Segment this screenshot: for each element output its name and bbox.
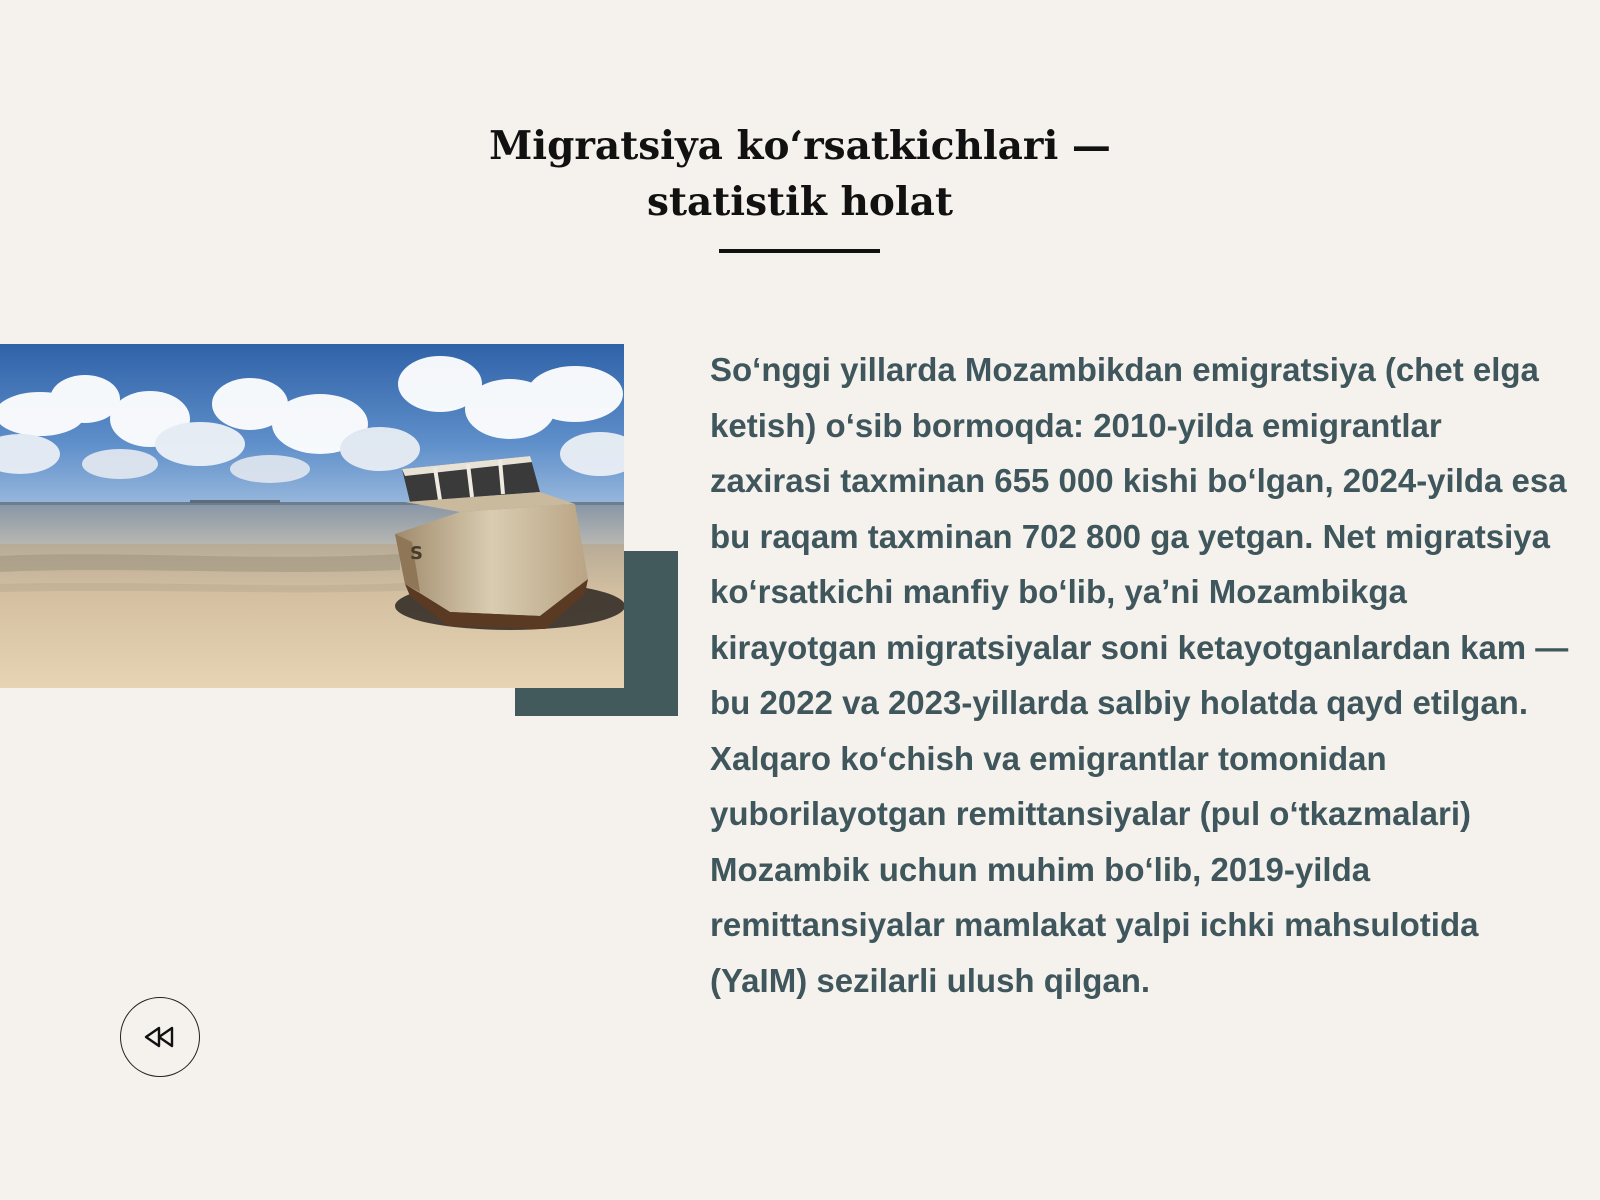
rewind-button[interactable]: [120, 997, 200, 1077]
slide-body-text: Soʻnggi yillarda Mozambikdan emigratsiya (chet elga ketish) oʻsib bormoqda: 2010-yilda emigrantlar zaxirasi taxminan 655 000 kishi boʻlgan, 2024-yilda esa bu raqam taxminan 702 800 ga yetgan. Net migratsiya koʻrsatkichi manfiy boʻlib, yaʼni Mozambikga kirayotgan migratsiyalar soni ketayotganlardan kam — bu 2022 va 2023-yillarda salbiy holatda qayd etilgan. Xalqaro koʻchish va emigrantlar tomonidan yuborilayotgan remittansiyalar (pul oʻtkazmalari) Mozambik uchun muhim boʻlib, 2019-yilda remittansiyalar mamlakat yalpi ichki mahsulotida (YaIM) sezilarli ulush qilgan.: [710, 351, 1569, 999]
rewind-icon: [143, 1025, 177, 1049]
slide-title-line-2: statistik holat: [647, 179, 953, 225]
slide-title-line-1: Migratsiya koʻrsatkichlari —: [489, 123, 1111, 169]
boat-on-beach-photo: [0, 344, 624, 688]
hull-marking: S: [410, 543, 423, 564]
slide-title: [400, 118, 1200, 230]
title-underline: [719, 249, 880, 253]
